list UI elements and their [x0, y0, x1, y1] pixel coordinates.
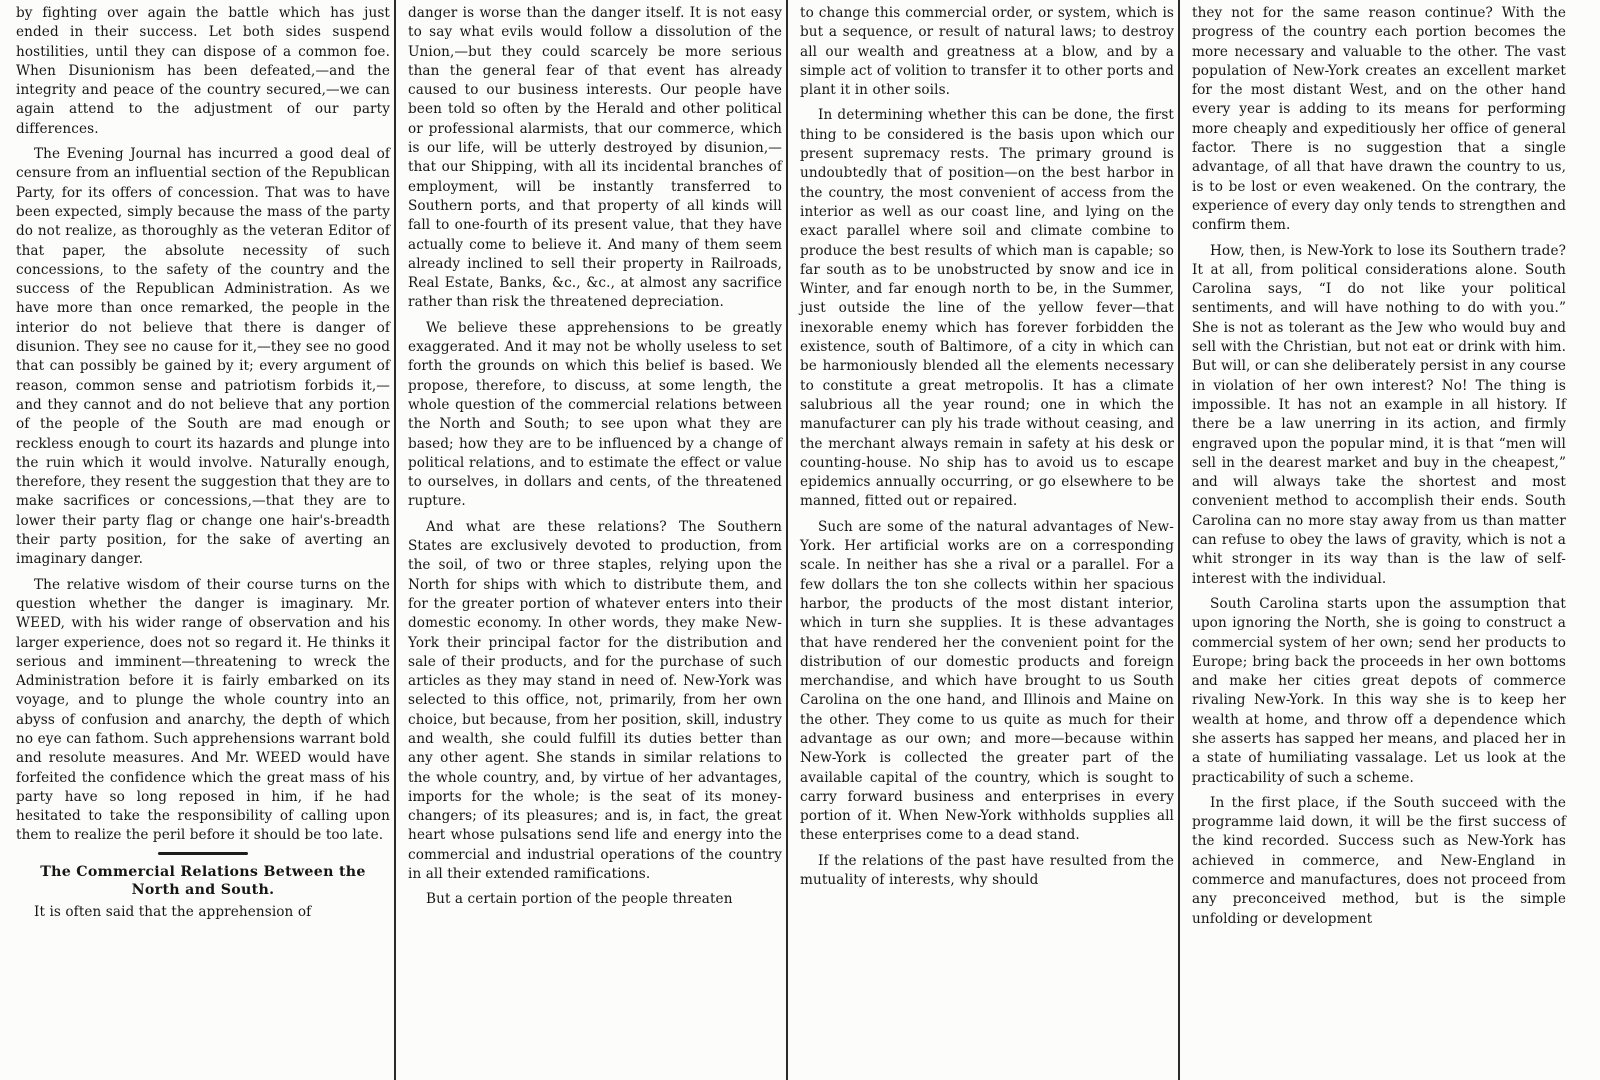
section-divider: [158, 852, 248, 855]
column-2: [402, 4, 788, 1080]
column-rule: [394, 0, 396, 1080]
paragraph: In determining whether this can be done, the first thing to be considered is the basis upon which our present supremacy rests. The primary ground is undoubtedly that of position—on the best harbor in the country, the most convenient of access from the interior as well as our coast line, and lying on the exact parallel where soil and climate combine to produce the best results of which man is capable; so far south as to be unobstructed by snow and ice in Winter, and far enough north to be, in the Summer, just outside the line of the yellow fever—that inexorable enemy which has forever forbidden the existence, south of Baltimore, of a city in which can be harmoniously blended all the elements necessary to constitute a great metropolis. It has a climate salubrious all the year round; one in which the manufacturer can ply his trade without ceasing, and the merchant always remain in safety at his desk or counting-house. No ship has to avoid us to escape epidemics annually occurring, or go elsewhere to be manned, fitted out or repaired.: [800, 107, 1174, 510]
paragraph: they not for the same reason continue? With the progress of the country each portion becomes the more necessary and valuable to the other. The vast population of New-York creates an excellent market for the most distant West, and on the other hand every year is adding to its means for performing more cheaply and expeditiously her office of general factor. There is no suggestion that a single advantage, of all that have drawn the country to us, is to be lost or even weakened. On the contrary, the experience of every day only tends to strengthen and confirm them.: [1192, 5, 1566, 234]
paragraph: South Carolina starts upon the assumption that upon ignoring the North, she is going to construct a commercial system of her own; send her products to Europe; bring back the proceeds in her own bottoms and make her cities great depots of commerce rivaling New-York. In this way she is to keep her wealth at home, and throw off a dependence which she asserts has sapped her means, and placed her in a state of humiliating vassalage. Let us look at the practicability of such a scheme.: [1192, 595, 1566, 786]
article-headline: The Commercial Relations Between the North and South.: [40, 863, 366, 898]
column-4: [1186, 4, 1572, 1080]
paragraph: Such are some of the natural advantages of New-York. Her artificial works are on a corresponding scale. In neither has she a rival or a parallel. For a few dollars the ton she collects within her spacious harbor, the products of the most distant interior, which in turn she supplies. It is these advantages that have rendered her the convenient point for the distribution of our domestic products and foreign merchandise, and which have brought to us South Carolina on the one hand, and Illinois and Maine on the other. They come to us quite as much for their advantage as our own; and more—because within New-York is collected the greater part of the available capital of the country, which is sought to carry forward business and enterprises in every portion of it. When New-York withholds supplies all these enterprises come to a dead stand.: [800, 518, 1174, 844]
column-1: [10, 4, 396, 1080]
paragraph: The relative wisdom of their course turns on the question whether the danger is imaginary. Mr. WEED, with his wider range of observation and his larger experience, does not so regard it. He thinks it serious and imminent—threatening to wreck the Administration before it is fairly embarked on its voyage, and to plunge the whole country into an abyss of confusion and anarchy, the depth of which no eye can fathom. Such apprehensions warrant bold and resolute measures. And Mr. WEED would have forfeited the confidence which the great mass of his party have so long reposed in him, if he had hesitated to take the responsibility of calling upon them to realize the peril before it should be too late.: [16, 576, 390, 844]
paragraph: by fighting over again the battle which has just ended in their success. Let both sides suspend hostilities, until they can dispose of a common foe. When Disunionism has been defeated,—and the integrity and peace of the country secured,—we can again attend to the adjustment of our party differences.: [16, 5, 390, 137]
column-rule: [1178, 0, 1180, 1080]
column-3: [794, 4, 1180, 1080]
paragraph: How, then, is New-York to lose its Southern trade? It at all, from political considerations alone. South Carolina says, “I do not like your political sentiments, and will have nothing to do with you.” She is not as tolerant as the Jew who would buy and sell with the Christian, but not eat or drink with him. But will, or can she deliberately persist in any course in violation of her own interest? No! The thing is impossible. It has not an example in all history. If there be a law unerring in its action, and firmly engraved upon the popular mind, it is that “men will sell in the dearest market and buy in the cheapest,” and will always take the shortest and most convenient method to accomplish their ends. South Carolina can no more stay away from us than matter can refuse to obey the laws of gravity, which is not a whit stronger in its way than is the law of self-interest with the individual.: [1192, 242, 1566, 587]
column-rule: [786, 0, 788, 1080]
paragraph: It is often said that the apprehension of: [34, 903, 312, 920]
paragraph: danger is worse than the danger itself. It is not easy to say what evils would follow a dissolution of the Union,—but they could scarcely be more serious than the general fear of that event has already caused to our business interests. Our people have been told so often by the Herald and other political or professional alarmists, that our commerce, which is our life, will be utterly destroyed by disunion,—that our Shipping, with all its incidental branches of employment, will be instantly transferred to Southern ports, and that property of all kinds will fall to one-fourth of its present value, that they have actually come to believe it. And many of them seem already inclined to sell their property in Railroads, Real Estate, Banks, &c., &c., at almost any sacrifice rather than risk the threatened depreciation.: [408, 5, 782, 311]
paragraph: But a certain portion of the people threaten: [426, 891, 733, 908]
paragraph: If the relations of the past have resulted from the mutuality of interests, why should: [800, 852, 1174, 889]
paragraph: to change this commercial order, or system, which is but a sequence, or result of natural laws; to destroy all our wealth and greatness at a blow, and by a simple act of volition to transfer it to other ports and plant it in other soils.: [800, 5, 1174, 99]
paragraph: The Evening Journal has incurred a good deal of censure from an influential section of the Republican Party, for its offers of concession. That was to have been expected, simply because the mass of the party do not realize, as thoroughly as the veteran Editor of that paper, the absolute necessity of such concessions, to the safety of the country and the success of the Republican Administration. As we have more than once remarked, the people in the interior do not believe that there is danger of disunion. They see no cause for it,—they see no good that can possibly be gained by it; every argument of reason, common sense and patriotism forbids it,—and they cannot and do not believe that any portion of the people of the South are mad enough or reckless enough to court its hazards and plunge into the ruin which it would involve. Naturally enough, therefore, they resent the suggestion that they are to make sacrifices or concessions,—that they are to lower their party flag or change one hair's-breadth their party position, for the sake of averting an imaginary danger.: [16, 146, 390, 568]
paragraph: In the first place, if the South succeed with the programme laid down, it will be the first success of the kind recorded. Success such as New-York has achieved in commerce, and New-England in commerce and manufactures, does not proceed from any preconceived method, but is the simple unfolding or development: [1192, 794, 1566, 927]
paragraph: And what are these relations? The Southern States are exclusively devoted to production, from the soil, of two or three staples, relying upon the North for ships with which to distribute them, and for the greater portion of whatever enters into their domestic economy. In other words, they make New-York their principal factor for the distribution and sale of their products, and for the purchase of such articles as they may stand in need of. New-York was selected to this office, not, primarily, from her own choice, but because, from her position, skill, industry and wealth, she could fulfill its duties better than any other agent. She stands in similar relations to the whole country, and, by virtue of her advantages, imports for the whole; is the seat of its money-changers; of its pleasures; and is, in fact, the great heart whose pulsations send life and energy into the commercial and industrial operations of the country in all their extended ramifications.: [408, 518, 782, 883]
paragraph: We believe these apprehensions to be greatly exaggerated. And it may not be wholly useless to set forth the grounds on which this belief is based. We propose, therefore, to discuss, at some length, the whole question of the commercial relations between the North and South; to see upon what they are based; how they are to be influenced by a change of political relations, and to estimate the effect or value to ourselves, in dollars and cents, of the threatened rupture.: [408, 319, 782, 510]
